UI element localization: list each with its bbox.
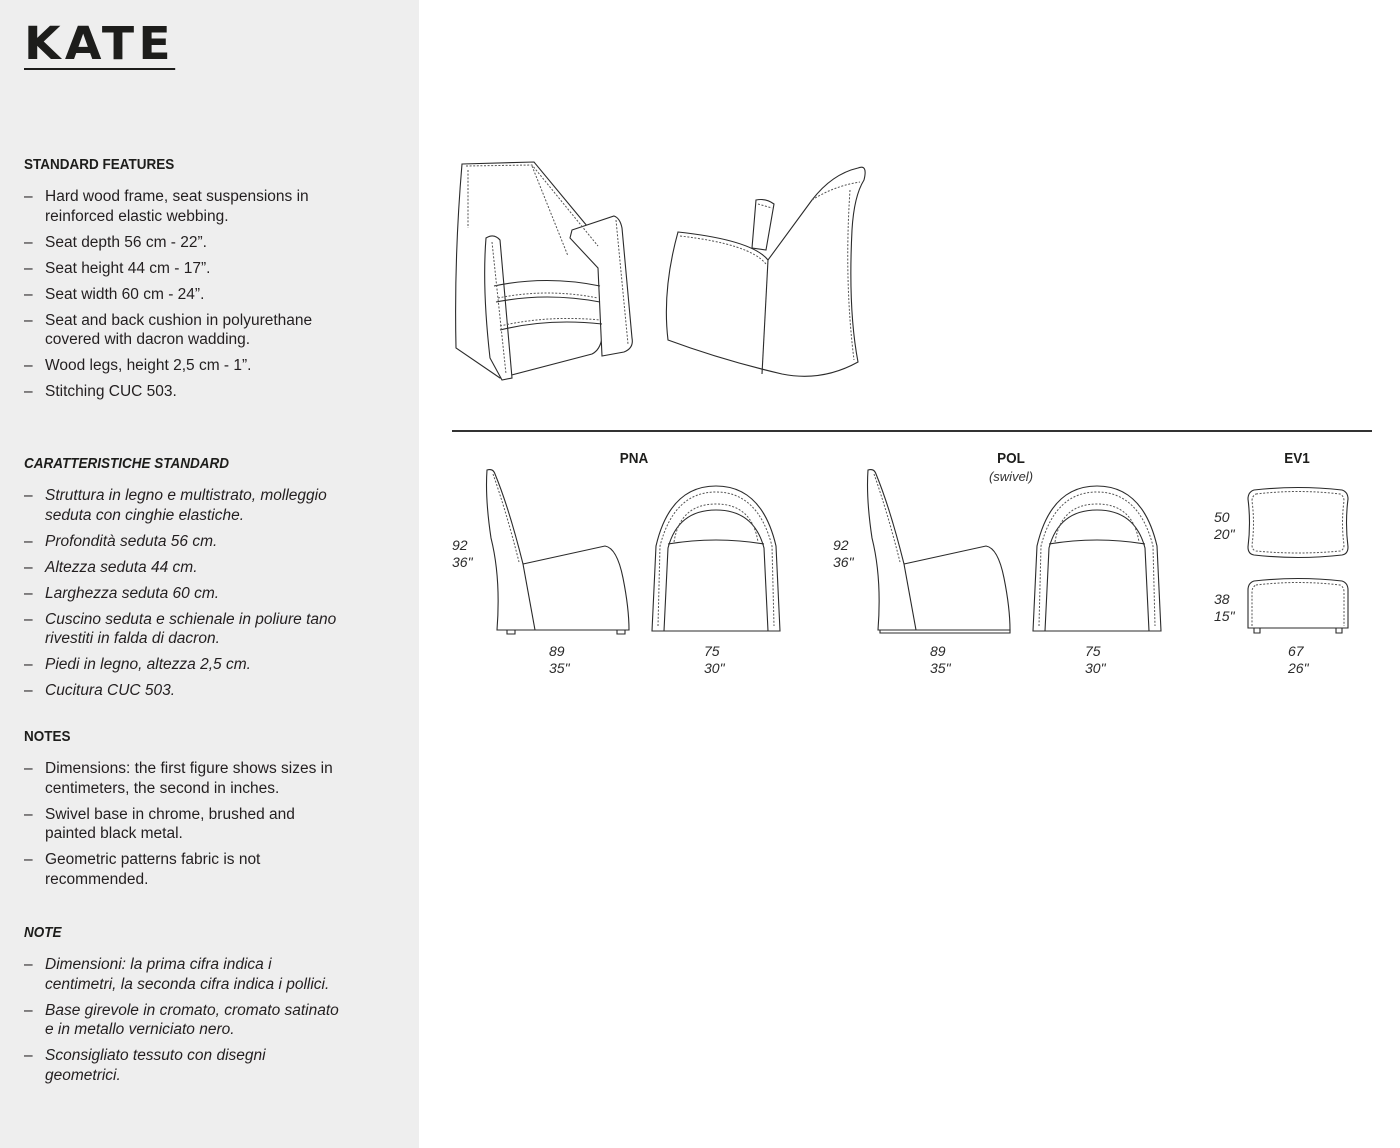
ev1-top-depth-dimension: 50 20": [1214, 509, 1235, 542]
pol-depth-dimension: 89 35": [930, 643, 951, 676]
ev1-width-dimension: 67 26": [1288, 643, 1309, 676]
note-it-section: [24, 924, 344, 1092]
ev1-top-view-drawing: [1248, 487, 1350, 559]
list-item: – Seat and back cushion in polyurethane covered with dacron wadding.: [24, 311, 313, 348]
list-item: – Larghezza seduta 60 cm.: [24, 584, 220, 602]
model-code-pna: PNA: [619, 450, 649, 467]
list-item: – Seat depth 56 cm - 22”.: [24, 233, 207, 251]
ev1-height-dimension: 38 15": [1214, 591, 1235, 624]
armchair-back-perspective-drawing: [662, 160, 872, 382]
list-item: – Sconsigliato tessuto con disegni geometrici.: [24, 1047, 266, 1084]
model-code-pol: POL: [997, 450, 1025, 467]
list-item: – Altezza seduta 44 cm.: [24, 558, 198, 576]
caratteristiche-section: [24, 455, 344, 707]
list-item: – Seat width 60 cm - 24”.: [24, 285, 205, 303]
standard-features-section: [24, 156, 344, 408]
list-item: – Dimensioni: la prima cifra indica i centimetri, la seconda cifra indica i pollici.: [24, 956, 330, 993]
model-subtitle-swivel: (swivel): [988, 469, 1034, 484]
list-item: – Seat height 44 cm - 17”.: [24, 259, 211, 277]
list-item: – Base girevole in cromato, cromato satinato e in metallo verniciato nero.: [24, 1001, 339, 1038]
list-item: – Profondità seduta 56 cm.: [24, 532, 218, 550]
list-item: – Cucitura CUC 503.: [24, 682, 176, 699]
armchair-front-perspective-drawing: [452, 158, 642, 383]
list-item: – Cuscino seduta e schienale in poliure tano rivestiti in falda di dacron.: [24, 610, 337, 647]
list-item: – Wood legs, height 2,5 cm - 1”.: [24, 357, 252, 374]
spec-sidebar: [0, 0, 419, 1148]
notes-section: [24, 728, 344, 896]
list-item: – Struttura in legno e multistrato, molleggio seduta con cinghie elastiche.: [24, 487, 327, 524]
notes-list-it: [24, 955, 344, 1085]
list-item: – Piedi in legno, altezza 2,5 cm.: [24, 656, 251, 673]
pol-side-view-drawing: [866, 468, 1016, 638]
list-item: – Geometric patterns fabric is not recommended.: [24, 851, 261, 888]
notes-list: [24, 759, 344, 889]
pol-width-dimension: 75 30": [1085, 643, 1106, 676]
section-heading: STANDARD FEATURES: [24, 156, 175, 173]
model-code-ev1: EV1: [1284, 450, 1310, 467]
list-item: – Hard wood frame, seat suspensions in reinforced elastic webbing.: [24, 188, 309, 225]
list-item: – Stitching CUC 503.: [24, 383, 177, 400]
feature-list: [24, 187, 344, 402]
list-item: – Swivel base in chrome, brushed and painted black metal.: [24, 805, 295, 842]
product-title: KATE: [24, 17, 175, 70]
pol-front-view-drawing: [1031, 486, 1166, 636]
pna-depth-dimension: 89 35": [549, 643, 570, 676]
pna-side-view-drawing: [485, 468, 635, 638]
list-item: – Dimensions: the first figure shows sizes in centimeters, the second in inches.: [24, 760, 333, 797]
section-heading: NOTES: [24, 728, 71, 745]
section-heading: CARATTERISTICHE STANDARD: [24, 455, 230, 472]
ev1-side-view-drawing: [1248, 578, 1350, 636]
pna-height-dimension: 92 36": [452, 537, 473, 570]
section-heading: NOTE: [24, 924, 62, 941]
section-divider: [452, 430, 1372, 432]
pna-front-view-drawing: [650, 486, 785, 636]
pna-width-dimension: 75 30": [704, 643, 725, 676]
feature-list-it: [24, 486, 344, 701]
pol-height-dimension: 92 36": [833, 537, 854, 570]
